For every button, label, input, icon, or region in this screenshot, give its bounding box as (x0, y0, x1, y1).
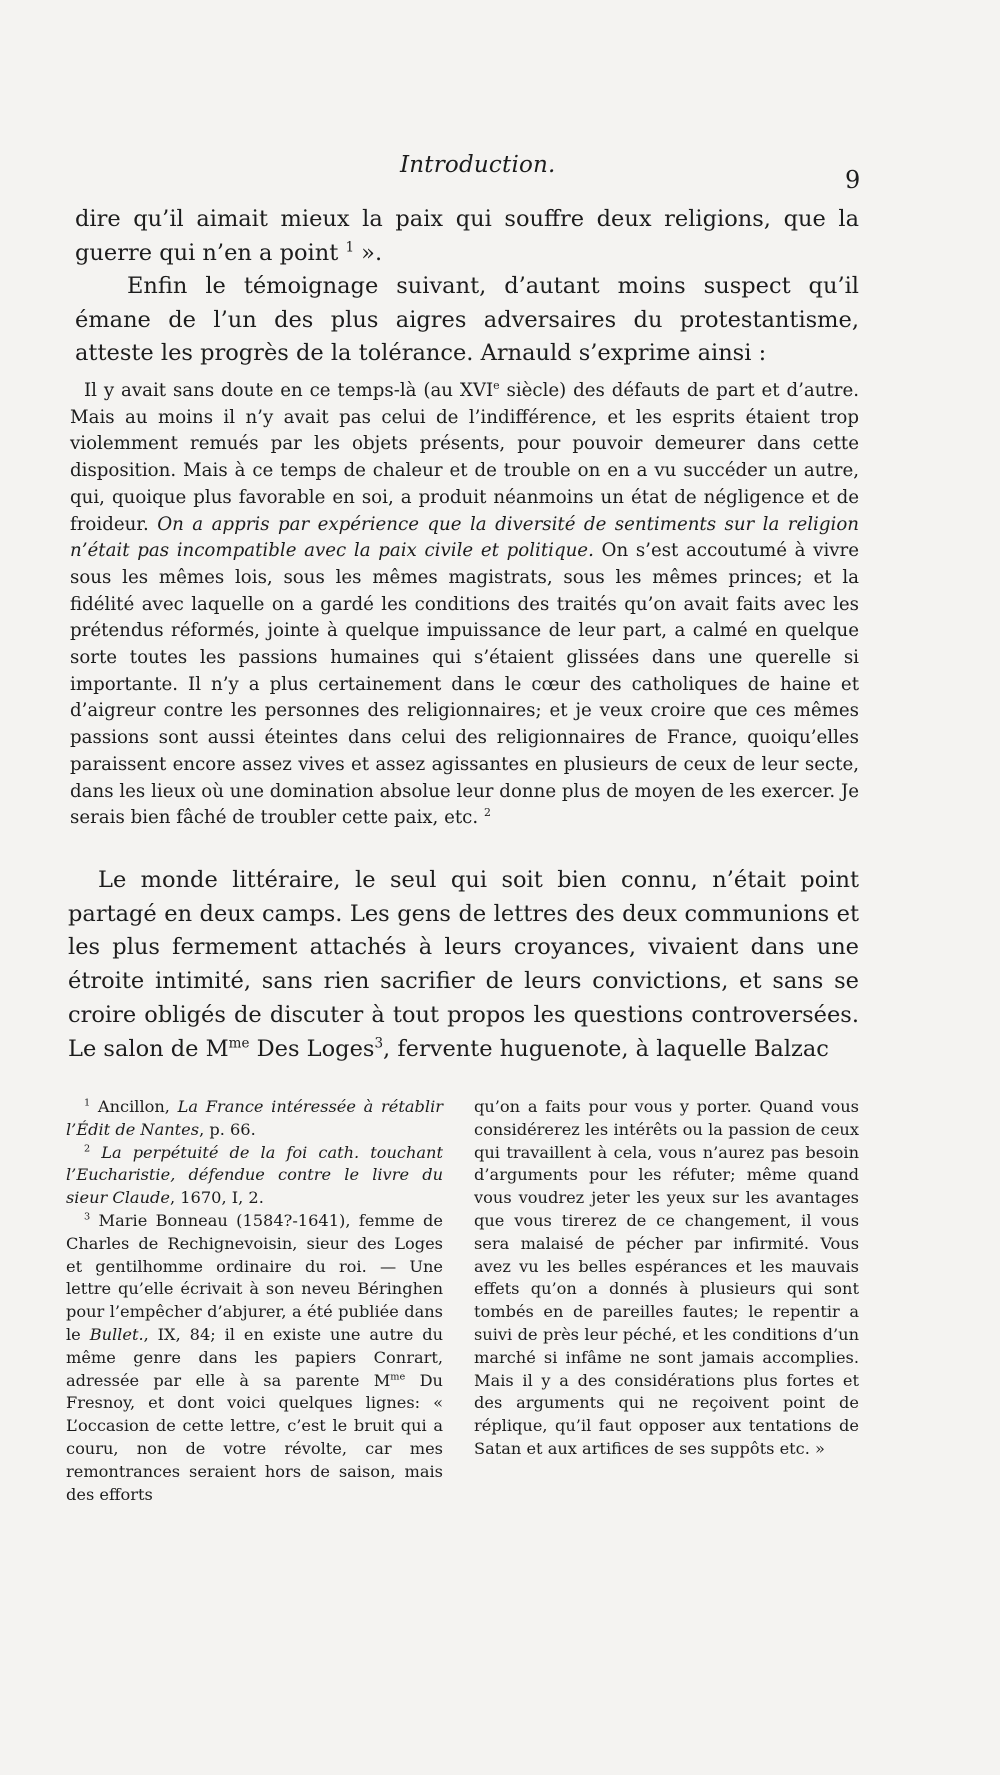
footnote-1-title: La France intéressée à rétablir l’Édit de Nantes (66, 1097, 443, 1139)
quote-text-3: On s’est accoutumé à vivre sous les mêmes lois, sous les mêmes magistrats, sous les mêmes princes; et la fidélité avec laquelle on a gardé les conditions des traités qu’on avait faits avec les prétendus réformés, jointe à quelque impuissance de leur part, a calmé en quelque sorte toutes les passions humaines qui s’étaient glissées dans une querelle si importante. Il n’y a plus certainement dans le cœur des catholiques de haine et d’aigreur contre les personnes des religionnaires; et je veux croire que ces mêmes passions sont aussi éteintes dans celui des religionnaires de France, quoiqu’elles paraissent encore assez vives et assez agissantes en plusieurs de ceux de leur secte, dans les lieux où une domination absolue leur donne plus de moyen de les exercer. Je serais bien fâché de troubler cette paix, etc. (70, 540, 859, 829)
body-text-bottom (68, 864, 859, 1066)
footnote-1 (66, 1096, 443, 1142)
paragraph-arnauld-intro: Enfin le témoignage suivant, d’autant moins suspect qu’il émane de l’un des plus aigres adversaires du protestantisme, atteste les progrès de la tolérance. Arnauld s’exprime ainsi : (75, 273, 859, 367)
footnote-3-text-2: , IX, 84; il en existe une autre du même genre dans les papiers Conrart, adressée par elle à sa parente M (66, 1324, 443, 1390)
footnotes-left-column (66, 1096, 443, 1506)
literary-text-3: , fervente huguenote, à laquelle Balzac (383, 1035, 829, 1062)
footnote-1-rest: , p. 66. (199, 1119, 256, 1139)
footnote-3 (66, 1210, 443, 1506)
quote-paragraph (70, 378, 859, 832)
quote-text-1: Il y avait sans doute en ce temps-là (au XVI (84, 380, 494, 401)
footnote-3-text-1: Marie Bonneau (1584?-1641), femme de Charles de Rechignevoisin, sieur des Loges et gentilhomme ordinaire du roi. — Une lettre qu’elle écrivait à son neveu Béringhen pour l’empêcher d’abjurer, a été publiée dans le (66, 1210, 443, 1344)
footnote-3-continued: qu’on a faits pour vous y porter. Quand vous considérerez les intérêts ou la passion de ceux qui travaillent à cela, vous n’aurez pas besoin d’arguments pour les réfuter; même quand vous voudrez jeter les yeux sur les avantages que vous tirerez de ce changement, il vous sera malaisé de pécher par infirmité. Vous avez vu les belles espérances et les mauvais effets qu’on a donnés à plusieurs qui sont tombés en de pareilles fautes; le repentir a suivi de près leur péché, et les conditions d’un marché si infâme ne sont jamais accomplies. Mais il y a des considérations plus fortes et des arguments qui ne reçoivent point de réplique, qu’il faut opposer aux tentations de Satan et aux artifices de ses suppôts etc. » (474, 1097, 859, 1458)
paragraph-literary-world (68, 864, 859, 1066)
footnote-1-mark: 1 (84, 1097, 91, 1109)
paragraph-continuation (75, 203, 859, 270)
literary-text-2: Des Loges (249, 1035, 375, 1062)
footnote-3-text-3: Du Fresnoy, et dont voici quelques lignes: « L’occasion de cette lettre, c’est le bruit qui a couru, non de votre révolte, car mes remontrances seraient hors de saison, mais des efforts (66, 1370, 443, 1504)
footnote-3-mark: 3 (84, 1211, 91, 1223)
page-header (0, 152, 1000, 192)
literary-text-1: Le monde littéraire, le seul qui soit bien connu, n’était point partagé en deux camps. Les gens de lettres des deux communions et les plus fermement attachés à leurs croyances, vivaient dans une étroite intimité, sans rien sacrifier de leurs convictions, et sans se croire obligés de discuter à tout propos les questions controversées. Le salon de M (68, 867, 859, 1062)
page-number: 9 (845, 166, 861, 194)
footnote-3-bullet: Bullet. (89, 1324, 144, 1344)
running-head: Introduction. (400, 152, 556, 178)
footnote-2-mark: 2 (84, 1143, 91, 1155)
century-superscript: e (493, 378, 500, 392)
body-text-top (75, 203, 859, 371)
paragraph-continuation-text: dire qu’il aimait mieux la paix qui souffre deux religions, que la guerre qui n’en a point (75, 206, 859, 266)
footnote-1-author: Ancillon, (90, 1097, 178, 1116)
footnote-3-title-superscript: me (390, 1371, 406, 1383)
title-superscript: me (228, 1035, 250, 1052)
block-quote-arnauld (70, 378, 859, 832)
footnote-ref-1[interactable]: 1 (345, 239, 355, 256)
footnote-ref-3[interactable]: 3 (374, 1035, 384, 1052)
footnote-ref-2[interactable]: 2 (483, 806, 491, 820)
footnote-2-title: La perpétuité de la foi cath. touchant l’Eucharistie, défendue contre le livre du sieur Claude (66, 1142, 443, 1208)
footnotes-right-column (474, 1096, 859, 1461)
footnote-2-rest: , 1670, I, 2. (169, 1188, 264, 1208)
quote-italic-text: On a appris par expérience que la diversité de sentiments sur la religion n’était pas incompatible avec la paix civile et politique. (70, 513, 859, 562)
paragraph-continuation-end: ». (354, 239, 383, 266)
quote-text-2: siècle) des défauts de part et d’autre. Mais au moins il n’y avait pas celui de l’indifférence, et les esprits étaient trop violemment remués par les objets présents, pour pouvoir demeurer dans cette disposition. Mais à ce temps de chaleur et de trouble on en a vu succéder un autre, qui, quoique plus favorable en soi, a produit néanmoins un état de négligence et de froideur. (70, 380, 859, 535)
footnote-2 (66, 1142, 443, 1210)
